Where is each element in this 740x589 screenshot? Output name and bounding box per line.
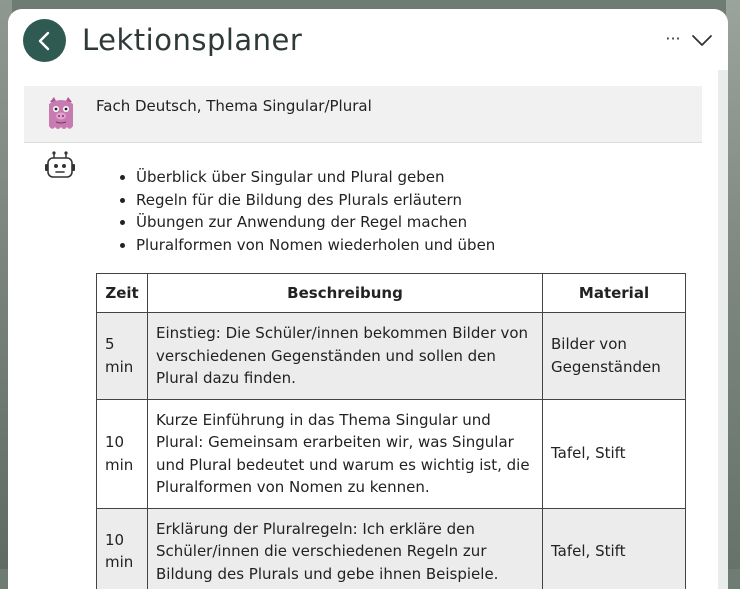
table-row bbox=[97, 508, 686, 589]
lesson-plan-table bbox=[96, 273, 686, 589]
table-row bbox=[97, 313, 686, 400]
scrollbar[interactable] bbox=[718, 70, 728, 589]
cell-zeit: 10 min bbox=[97, 508, 148, 589]
goal-item: • Überblick über Singular und Plural geben bbox=[136, 166, 495, 189]
robot-icon bbox=[44, 150, 76, 182]
page-title: Lektionsplaner bbox=[82, 23, 303, 57]
bot-message-row bbox=[24, 142, 702, 589]
conversation-panel bbox=[8, 70, 716, 589]
cell-material: Tafel, Stift bbox=[543, 399, 686, 508]
header-material: Material bbox=[543, 274, 686, 313]
goals-list bbox=[118, 166, 495, 256]
more-options-button[interactable] bbox=[663, 27, 683, 51]
cell-beschreibung: Einstieg: Die Schüler/innen bekommen Bilder von verschiedenen Gegenständen und sollen den Plural dazu finden. bbox=[148, 313, 543, 400]
cell-zeit: 5 min bbox=[97, 313, 148, 400]
chevron-left-icon bbox=[35, 30, 55, 52]
goal-item: • Pluralformen von Nomen wiederholen und üben bbox=[136, 234, 495, 257]
cell-beschreibung: Kurze Einführung in das Thema Singular und Plural: Gemeinsam erarbeiten wir, was Singular und Plural bedeutet und warum es wichtig ist, die Pluralformen von Nomen zu kennen. bbox=[148, 399, 543, 508]
cell-material: Bilder von Gegenständen bbox=[543, 313, 686, 400]
background-right bbox=[726, 0, 740, 569]
chevron-down-icon bbox=[690, 29, 714, 51]
goal-item: • Übungen zur Anwendung der Regel machen bbox=[136, 211, 495, 234]
header-zeit: Zeit bbox=[97, 274, 148, 313]
table-header-row bbox=[97, 274, 686, 313]
chat-window bbox=[8, 9, 728, 589]
user-message-text: Fach Deutsch, Thema Singular/Plural bbox=[96, 97, 372, 115]
cell-beschreibung: Erklärung der Pluralregeln: Ich erkläre den Schüler/innen die verschiedenen Regeln zur Bildung des Plurals und gebe ihnen Beispiele. bbox=[148, 508, 543, 589]
header-beschreibung: Beschreibung bbox=[148, 274, 543, 313]
table-row bbox=[97, 399, 686, 508]
ellipsis-icon: ··· bbox=[665, 29, 681, 48]
user-message-row bbox=[24, 86, 702, 143]
goal-item: • Regeln für die Bildung des Plurals erläutern bbox=[136, 189, 495, 212]
pig-avatar-icon bbox=[44, 96, 78, 132]
cell-zeit: 10 min bbox=[97, 399, 148, 508]
collapse-button[interactable] bbox=[690, 29, 714, 51]
cell-material: Tafel, Stift bbox=[543, 508, 686, 589]
back-button[interactable] bbox=[23, 19, 66, 62]
